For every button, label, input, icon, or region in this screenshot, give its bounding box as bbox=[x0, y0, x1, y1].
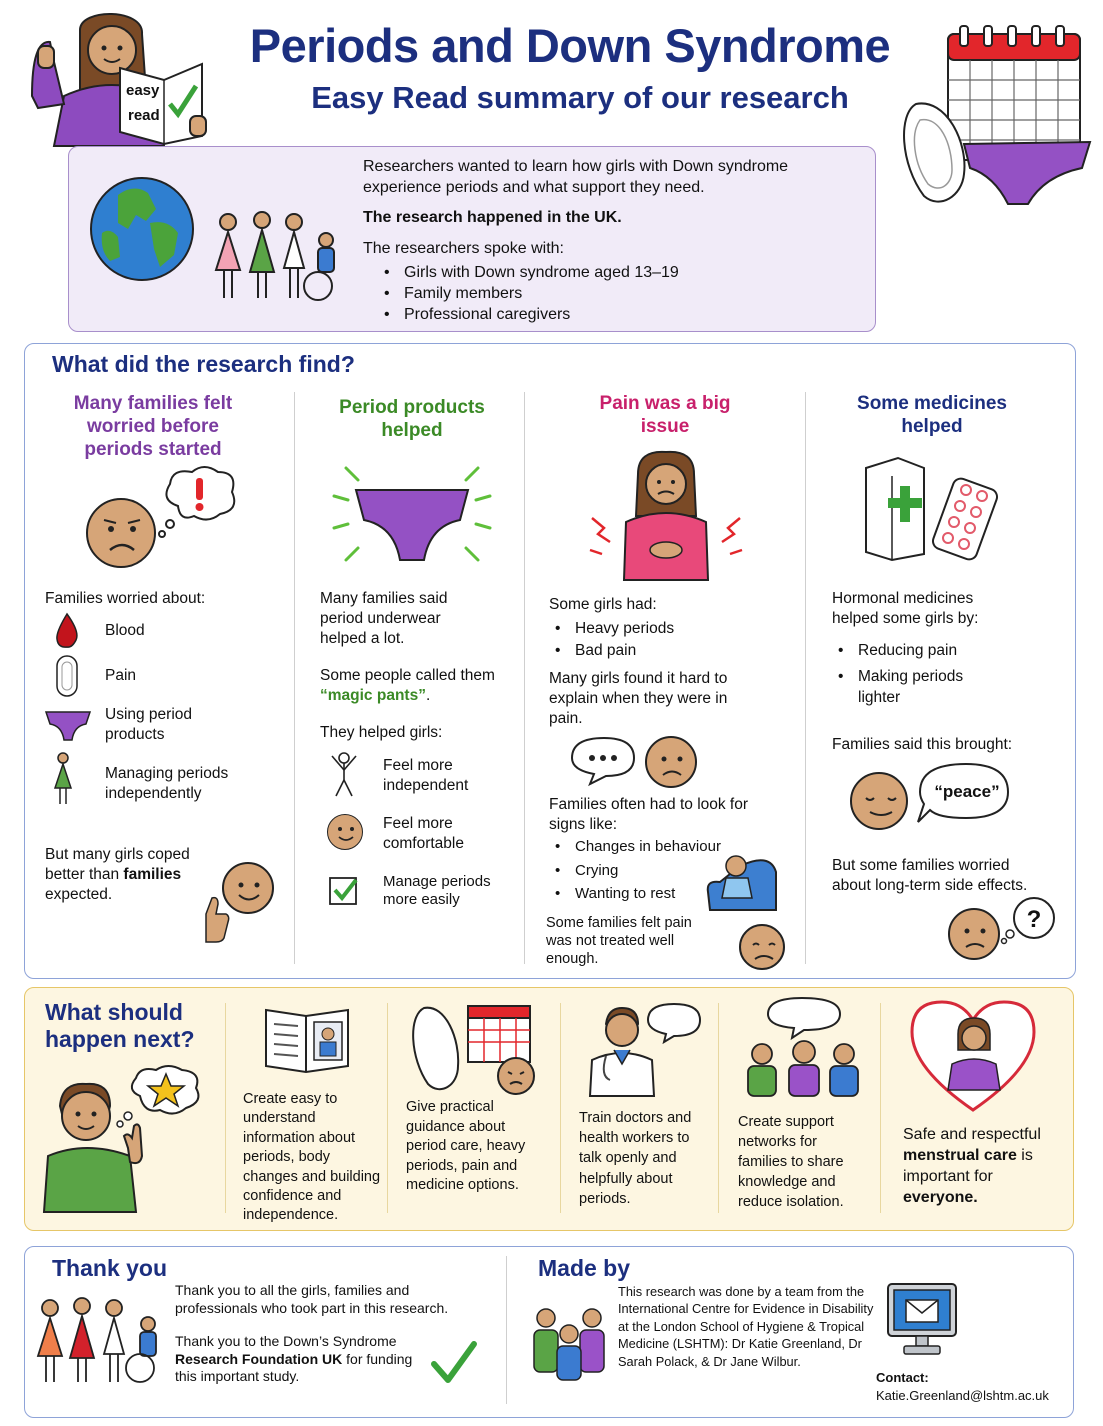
page-title: Periods and Down Syndrome bbox=[249, 19, 891, 72]
intro-list-item: • Professional caregivers bbox=[378, 304, 848, 325]
period-underwear-icon bbox=[330, 462, 494, 566]
page-subtitle: Easy Read summary of our research bbox=[311, 80, 849, 115]
easy-read-girl-illustration bbox=[24, 12, 210, 146]
col4-paragraph-2: Families said this brought: bbox=[832, 736, 1013, 753]
pad-icon bbox=[54, 654, 80, 698]
col2-item: Feel more independent bbox=[383, 757, 469, 794]
blood-drop-icon bbox=[54, 612, 80, 648]
madeby-heading: Made by bbox=[538, 1255, 631, 1281]
column-divider bbox=[805, 392, 806, 964]
col1-lead: Families worried about: bbox=[45, 590, 206, 607]
col4-paragraph-3: But some families worried about long-term side effects. bbox=[832, 857, 1028, 894]
col3-lead: Some girls had: bbox=[549, 596, 657, 613]
intro-paragraph-2: The research happened in the UK. bbox=[363, 209, 622, 226]
doctor-speech-icon bbox=[586, 1000, 706, 1096]
col4-item: • Reducing pain bbox=[832, 640, 1022, 661]
next-item-1: Create easy to understand information about periods, body changes and building confidence and independence. bbox=[243, 1091, 381, 1224]
intro-paragraph-3: The researchers spoke with: bbox=[363, 240, 564, 257]
col1-item: Using period products bbox=[105, 706, 193, 743]
col3-sign: • Crying bbox=[549, 859, 749, 883]
girl-resting-chair-icon bbox=[700, 852, 780, 916]
findings-heading: What did the research find? bbox=[52, 351, 355, 377]
intro-paragraph-1: Researchers wanted to learn how girls with Down syndrome experience periods and what support they need. bbox=[363, 158, 789, 196]
heart-girl-icon bbox=[908, 998, 1038, 1114]
checkbox-tick-icon bbox=[328, 874, 360, 906]
col2-paragraph-2: Some people called them “magic pants”. bbox=[320, 667, 495, 704]
col1-item: Blood bbox=[105, 622, 145, 639]
svg-text:?: ? bbox=[1026, 906, 1042, 933]
col1-title: Many families felt worried before periods started bbox=[73, 393, 233, 460]
open-book-icon bbox=[262, 1004, 352, 1074]
col3-title: Pain was a big issue bbox=[599, 393, 731, 437]
peaceful-face-icon bbox=[850, 772, 908, 830]
girl-standing-icon bbox=[52, 752, 74, 806]
next-item-3: Train doctors and health workers to talk openly and helpfully about periods. bbox=[579, 1110, 692, 1207]
col2-lead: They helped girls: bbox=[320, 724, 443, 741]
col1-note: But many girls coped better than families expected. bbox=[45, 846, 190, 903]
col4-lead: Hormonal medicines helped some girls by: bbox=[832, 590, 979, 627]
thumbs-up-icon bbox=[198, 894, 230, 944]
thanks-paragraph-1: Thank you to all the girls, families and professionals who took part in this research. bbox=[175, 1282, 449, 1316]
col4-item: • Making periods lighter bbox=[832, 666, 972, 708]
contact-label: Contact: bbox=[876, 1370, 929, 1385]
column-divider bbox=[560, 1003, 561, 1213]
people-group-icon bbox=[212, 210, 352, 302]
col3-paragraph-2: Many girls found it hard to explain when they were in pain. bbox=[549, 670, 728, 727]
people-group-icon bbox=[36, 1296, 166, 1386]
worried-face-icon bbox=[86, 498, 156, 568]
intro-list bbox=[378, 262, 848, 325]
col4-list bbox=[832, 640, 1022, 708]
contact-email-link[interactable]: Katie.Greenland@lshtm.ac.uk bbox=[876, 1388, 1049, 1403]
col2-item: Manage periods more easily bbox=[383, 873, 491, 908]
boy-idea-star-illustration bbox=[44, 1066, 210, 1212]
peace-speech-bubble bbox=[916, 762, 1012, 828]
col3-paragraph-3: Families often had to look for signs like: bbox=[549, 796, 749, 833]
column-divider bbox=[718, 1003, 719, 1213]
next-heading: What should happen next? bbox=[45, 999, 195, 1052]
tick-icon bbox=[430, 1340, 476, 1386]
girl-in-pain-icon bbox=[586, 452, 746, 580]
next-final-statement: Safe and respectful menstrual care is important for everyone. bbox=[903, 1126, 1041, 1206]
thanks-heading: Thank you bbox=[52, 1255, 168, 1281]
question-thought-bubble-icon bbox=[1002, 896, 1058, 944]
madeby-paragraph: This research was done by a team from the International Centre for Evidence in Disability at the London School of Hygiene & Tropical Medicine (LSHTM): Dr Katie Greenland, Dr Sarah Polack, & Dr Jane Wilbur. bbox=[618, 1284, 874, 1369]
sad-face-icon bbox=[645, 736, 697, 788]
next-item-4: Create support networks for families to share knowledge and reduce isolation. bbox=[738, 1114, 844, 1210]
content-face-icon bbox=[327, 814, 363, 850]
peace-bubble-text: “peace” bbox=[934, 782, 1000, 801]
col1-item: Managing periods independently bbox=[105, 765, 229, 802]
star-person-icon bbox=[328, 752, 360, 798]
intro-list-item: • Girls with Down syndrome aged 13–19 bbox=[378, 262, 848, 283]
easy-read-label-1: easy bbox=[126, 82, 160, 99]
col3-item: • Heavy periods bbox=[549, 618, 749, 640]
col3-paragraph-4: Some families felt pain was not treated well enough. bbox=[546, 915, 692, 967]
column-divider bbox=[880, 1003, 881, 1213]
col4-title: Some medicines helped bbox=[857, 393, 1007, 437]
medicine-box-pills-icon bbox=[862, 456, 1002, 560]
column-divider bbox=[506, 1256, 507, 1404]
pad-calendar-face-icon bbox=[404, 1000, 544, 1100]
underwear-icon bbox=[44, 708, 92, 742]
column-divider bbox=[524, 392, 525, 964]
calendar-pad-illustration bbox=[896, 24, 1096, 214]
worried-face-question-icon bbox=[948, 908, 1000, 960]
col3-sign: • Wanting to rest bbox=[549, 882, 749, 906]
col3-list bbox=[549, 618, 749, 662]
globe-icon bbox=[88, 175, 196, 283]
col1-item: Pain bbox=[105, 667, 137, 684]
column-divider bbox=[387, 1003, 388, 1213]
col2-paragraph-1: Many families said period underwear helped a lot. bbox=[320, 590, 448, 647]
unhappy-face-icon bbox=[739, 924, 785, 970]
column-divider bbox=[225, 1003, 226, 1213]
speech-bubble-dots-icon bbox=[568, 736, 638, 786]
col3-sign: • Changes in behaviour bbox=[549, 835, 749, 859]
column-divider bbox=[294, 392, 295, 964]
col2-title: Period products helped bbox=[339, 397, 485, 441]
computer-email-icon bbox=[886, 1282, 958, 1358]
easy-read-label-2: read bbox=[128, 107, 160, 124]
thanks-paragraph-2: Thank you to the Down’s Syndrome Research Foundation UK for funding this important study. bbox=[175, 1333, 413, 1384]
thought-bubble-exclamation-icon bbox=[158, 466, 238, 538]
col2-item: Feel more comfortable bbox=[383, 815, 464, 852]
next-item-2: Give practical guidance about period care, heavy periods, pain and medicine options. bbox=[406, 1099, 526, 1194]
support-group-icon bbox=[744, 994, 864, 1098]
intro-list-item: • Family members bbox=[378, 283, 848, 304]
research-team-icon bbox=[532, 1306, 608, 1380]
col3-item: • Bad pain bbox=[549, 640, 749, 662]
